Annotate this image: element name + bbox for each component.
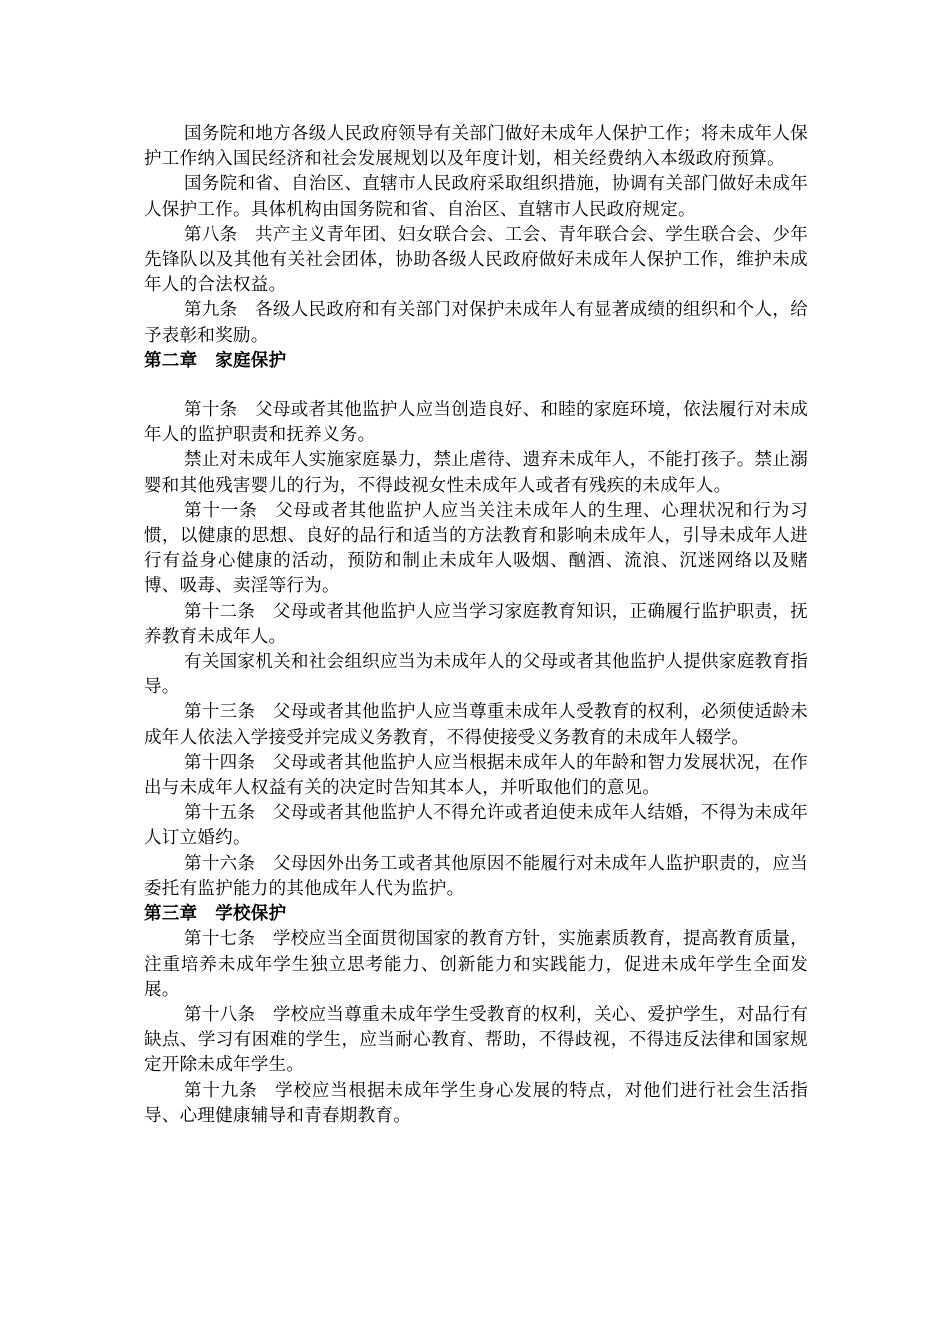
article-paragraph — [144, 398, 808, 448]
document-page — [144, 122, 808, 1129]
article-number: 第十四条 — [184, 752, 256, 773]
article-text: 父母或者其他监护人应当创造良好、和睦的家庭环境，依法履行对未成年人的监护职责和抚养义务。 — [144, 400, 808, 446]
article-paragraph — [144, 1079, 808, 1129]
paragraph: 有关国家机关和社会组织应当为未成年人的父母或者其他监护人提供家庭教育指导。 — [144, 652, 808, 698]
article-number: 第十七条 — [184, 929, 256, 950]
article-number: 第九条 — [184, 300, 238, 321]
article-text: 学校应当全面贯彻国家的教育方针，实施素质教育，提高教育质量，注重培养未成年学生独立思考能力、创新能力和实践能力，促进未成年学生全面发展。 — [144, 929, 808, 1000]
chapter-heading: 第二章 家庭保护 — [144, 350, 287, 371]
article-paragraph — [144, 600, 808, 650]
article-number: 第十六条 — [184, 853, 256, 874]
article-paragraph — [144, 927, 808, 1003]
article-text: 父母或者其他监护人不得允许或者迫使未成年人结婚，不得为未成年人订立婚约。 — [144, 803, 808, 849]
article-paragraph — [144, 700, 808, 750]
chapter-heading: 第三章 学校保护 — [144, 904, 287, 925]
article-paragraph — [144, 298, 808, 348]
article-text: 父母因外出务工或者其他原因不能履行对未成年人监护职责的，应当委托有监护能力的其他成年人代为监护。 — [144, 853, 808, 899]
article-number: 第十二条 — [184, 601, 256, 622]
paragraph: 国务院和省、自治区、直辖市人民政府采取组织措施，协调有关部门做好未成年人保护工作。具体机构由国务院和省、自治区、直辖市人民政府规定。 — [144, 174, 808, 220]
paragraph: 禁止对未成年人实施家庭暴力，禁止虐待、遗弃未成年人，不能打孩子。禁止溺婴和其他残害婴儿的行为，不得歧视女性未成年人或者有残疾的未成年人。 — [144, 450, 808, 496]
article-paragraph — [144, 751, 808, 801]
article-number: 第十条 — [184, 400, 238, 421]
article-number: 第十八条 — [184, 1004, 256, 1025]
paragraph: 国务院和地方各级人民政府领导有关部门做好未成年人保护工作；将未成年人保护工作纳入国民经济和社会发展规划以及年度计划，相关经费纳入本级政府预算。 — [144, 124, 808, 170]
article-paragraph — [144, 223, 808, 299]
article-text: 学校应当根据未成年学生身心发展的特点，对他们进行社会生活指导、心理健康辅导和青春期教育。 — [144, 1080, 808, 1126]
article-number: 第十九条 — [184, 1080, 258, 1101]
blank-line — [144, 374, 808, 398]
article-text: 共产主义青年团、妇女联合会、工会、青年联合会、学生联合会、少年先锋队以及其他有关社会团体，协助各级人民政府做好未成年人保护工作，维护未成年人的合法权益。 — [144, 224, 808, 296]
article-number: 第十三条 — [184, 702, 256, 723]
article-text: 父母或者其他监护人应当关注未成年人的生理、心理状况和行为习惯，以健康的思想、良好的品行和适当的方法教育和影响未成年人，引导未成年人进行有益身心健康的活动，预防和制止未成年人吸烟、酗酒、流浪、沉迷网络以及赌博、吸毒、卖淫等行为。 — [144, 500, 808, 597]
article-paragraph — [144, 801, 808, 851]
article-paragraph — [144, 852, 808, 902]
article-text: 父母或者其他监护人应当学习家庭教育知识，正确履行监护职责，抚养教育未成年人。 — [144, 601, 808, 647]
article-paragraph — [144, 499, 808, 600]
article-text: 父母或者其他监护人应当尊重未成年人受教育的权利，必须使适龄未成年人依法入学接受并完成义务教育，不得使接受义务教育的未成年人辍学。 — [144, 702, 808, 748]
article-text: 父母或者其他监护人应当根据未成年人的年龄和智力发展状况，在作出与未成年人权益有关的决定时告知其本人，并听取他们的意见。 — [144, 752, 808, 799]
article-number: 第十五条 — [184, 803, 256, 824]
article-number: 第八条 — [184, 224, 238, 245]
article-text: 学校应当尊重未成年学生受教育的权利，关心、爱护学生，对品行有缺点、学习有困难的学生，应当耐心教育、帮助，不得歧视，不得违反法律和国家规定开除未成年学生。 — [144, 1004, 808, 1076]
article-text: 各级人民政府和有关部门对保护未成年人有显著成绩的组织和个人，给予表彰和奖励。 — [144, 300, 808, 346]
article-number: 第十一条 — [184, 500, 258, 521]
article-paragraph — [144, 1003, 808, 1079]
